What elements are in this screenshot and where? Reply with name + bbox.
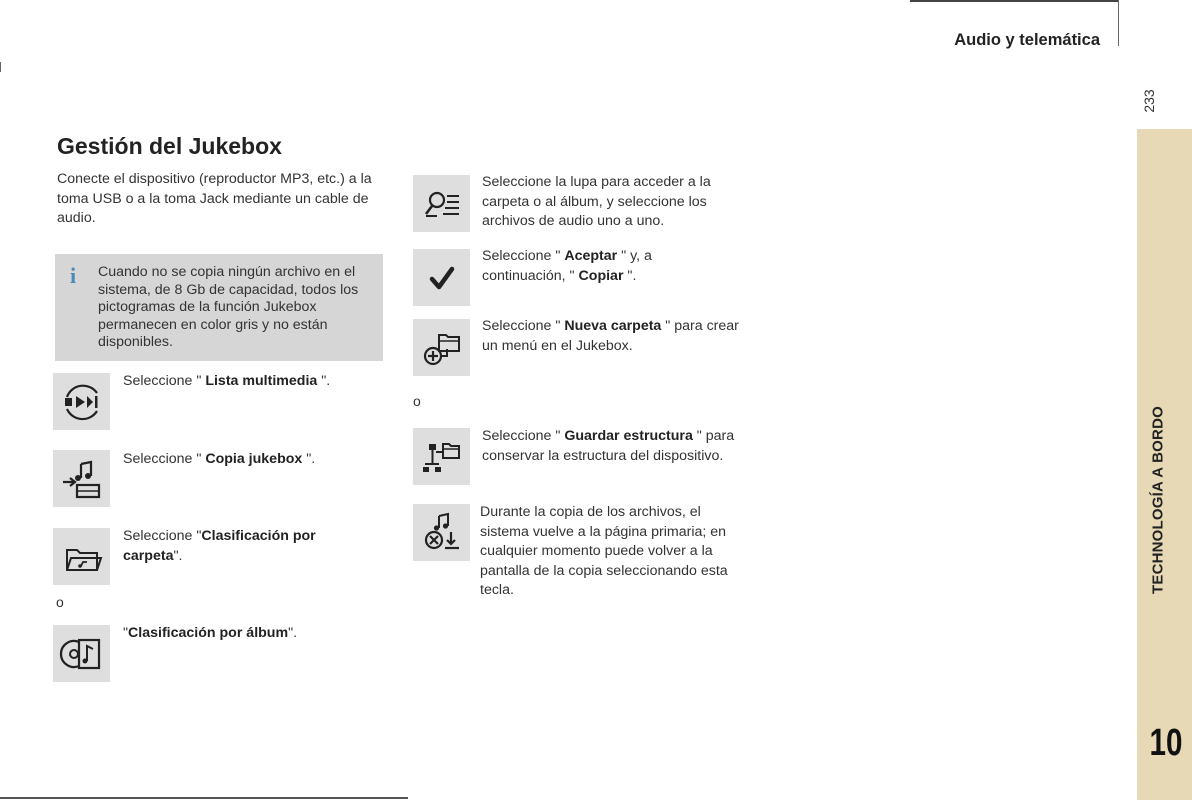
step-multimedia-list: Seleccione " Lista multimedia ".: [123, 373, 331, 389]
magnifier-list-icon: [413, 175, 470, 232]
step-new-folder: Seleccione " Nueva carpeta " para crear un menú en el Jukebox.: [482, 318, 739, 354]
step-jukebox-copy: Seleccione " Copia jukebox ".: [123, 451, 316, 467]
page-number: 233: [1141, 89, 1157, 113]
step-copy-screen: Durante la copia de los archivos, el sistema vuelve a la página primaria; en cualquier momento puede volver a la pantalla de la copia seleccionando esta tecla.: [480, 504, 728, 598]
bottom-rule: [0, 797, 408, 799]
copy-screen-icon: [413, 504, 470, 561]
side-tab-label: TECHNOLOGÍA A BORDO: [1149, 406, 1167, 594]
folder-sort-icon: [53, 528, 110, 585]
chapter-number: 10: [1149, 722, 1183, 764]
multimedia-list-icon: [53, 373, 110, 430]
or-label: o: [56, 594, 64, 610]
section-title: Gestión del Jukebox: [57, 133, 282, 159]
or-label-right: o: [413, 393, 421, 409]
save-structure-icon: [413, 428, 470, 485]
jukebox-copy-icon: [53, 450, 110, 507]
section-intro: Conecte el dispositivo (reproductor MP3, etc.) a la toma USB o a la toma Jack mediante un cable de audio.: [57, 171, 372, 226]
info-note-text: Cuando no se copia ningún archivo en el sistema, de 8 Gb de capacidad, todos los pictogramas de la función Jukebox permanecen en color gris y no están disponibles.: [98, 264, 359, 350]
checkmark-icon: [413, 249, 470, 306]
step-save-structure: Seleccione " Guardar estructura " para conservar la estructura del dispositivo.: [482, 428, 735, 464]
info-icon: i: [70, 263, 77, 288]
step-folder-sort: Seleccione "Clasificación por carpeta".: [123, 528, 316, 564]
running-header: Audio y telemática: [954, 31, 1100, 49]
right-rule: [1118, 0, 1119, 46]
album-sort-icon: [53, 625, 110, 682]
new-folder-icon: [413, 319, 470, 376]
top-rule: [910, 0, 1118, 2]
left-mark: [0, 62, 1, 72]
step-magnifier: Seleccione la lupa para acceder a la carpeta o al álbum, y seleccione los archivos de audio uno a uno.: [482, 174, 711, 229]
step-accept-copy: Seleccione " Aceptar " y, a continuación, " Copiar ".: [482, 248, 652, 284]
step-album-sort: "Clasificación por álbum".: [123, 625, 298, 641]
